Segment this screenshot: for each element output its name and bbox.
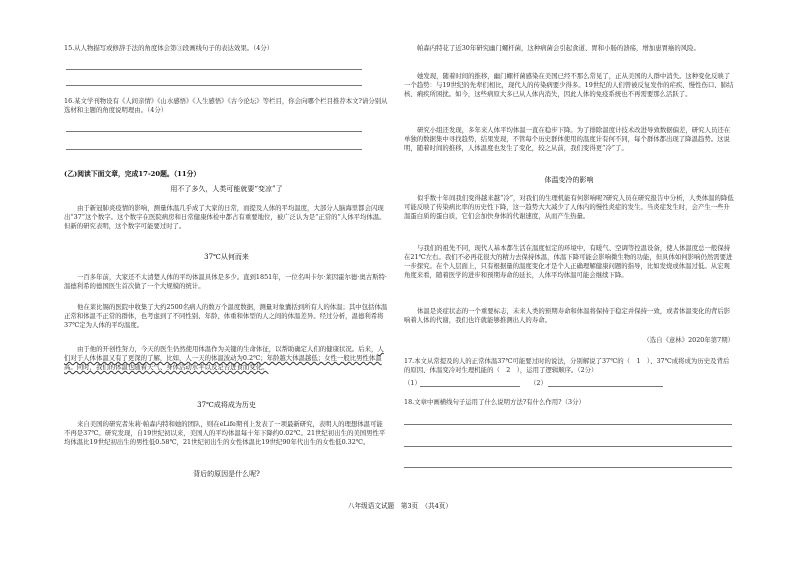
subheading: 37℃从何而来 bbox=[204, 253, 249, 261]
answer-line[interactable] bbox=[66, 69, 362, 70]
paragraph: 研究小组还发现，多年来人体平均体温一直在稳步下降。为了排除温度计技术改进导致数据偏差，研究人员还在单独的数据集中寻找趋势，结果发现，不管每个历史群体使用的温度计有何不同，每个群体都出现了降温趋势。这说明，随着时间的推移，人体温度也发生了变化，较之从前，我们变得更“冷”了。 bbox=[404, 126, 731, 152]
answer-line[interactable] bbox=[66, 131, 362, 132]
paragraph: 与我们的祖先不同，现代人基本都生活在温度恒定的环境中，有暖气、空调等控温设备，使人体温度总一般保持在21℃左右。我们不必再花很大的精力去保持体温，体温下降可能会影响微生物的功能，但具体如何影响仍然需要进一步探究。在个人层面上，只有根据量的温度变化才是个人正确理解健康问题的指导，比如发烧或体温过低。从宏观角度来看，随着医学的进步和预期寿命的延长，人体平均体温可能会继续下降。 bbox=[404, 244, 733, 279]
paragraph: 由于新冠肺炎疫情的影响，测量体温几乎成了大家的日常，而提及人体的平均温度，大部分人脑海里都会闪现出“37”这个数字。这个数字在医院病房和日常健康体检中都占有重要地位，被广泛认为是“正常的”人体平均体温。但新的研究表明，这个数字可能要过时了。 bbox=[64, 204, 386, 230]
subheading: 体温变冷的影响 bbox=[544, 176, 594, 184]
paragraph: 她发现，随着时间的推移，幽门螺杆菌感染在美国已经不那么常见了，正从美国的人群中消失。这种变化反映了一个趋势：与19世纪的先辈们相比，现代人的传染病要少得多。19世纪的人们曾被反复发作的疟疾、慢性伤口、肺结核、痢疾所困扰。如今，这些病原大多已从人体内消失，因此人体的免疫系统也不再需要那么活跃了。 bbox=[404, 72, 734, 98]
paragraph bbox=[64, 345, 389, 372]
question-17: 17.本文从常提及的人的正常体温37℃可能要过时的说法，分别解说了37℃的（ 1 ）、37℃成将成为历史及背后的原因、体温变冷对生理机能的（ 2 ），运用了逻辑顺序。（2分） bbox=[404, 357, 730, 374]
paragraph-text: 由于他的开创性努力，今天的医生仍然使用体温作为关键的生命体征，以帮助确定人们的健康状况。后来， bbox=[77, 345, 378, 353]
answer-line[interactable] bbox=[404, 424, 732, 425]
blank-2-label: （2） bbox=[530, 379, 547, 387]
paragraph: 体温是炎症状态的一个重要标志，未来人类的预期寿命和体温将保持于稳定并保持一致，或者体温变化的背后影响着人体的代谢，我们也许就能够推测出人的寿命。 bbox=[404, 307, 731, 324]
answer-line[interactable] bbox=[404, 467, 732, 468]
answer-line[interactable] bbox=[404, 446, 732, 447]
answer-line[interactable] bbox=[66, 85, 362, 86]
answer-line[interactable] bbox=[548, 386, 663, 387]
answer-line[interactable] bbox=[420, 386, 520, 387]
paragraph: 似乎数十年间我们变得越来越“冷”，对我们的生理机能有何影响呢?研究人员在研究报告中分析，人类体温的降低可能反映了传染病比率的历史性下降，这一趋势大大减少了人体内的慢性炎症的发生。当炎症发生时，会产生一些升温蛋白质的蛋白质，它们会加快身体的代谢速度，从而产生热量。 bbox=[404, 194, 734, 220]
question-18: 18.文章中画横线句子运用了什么说明方法?有什么作用?（3分） bbox=[404, 398, 585, 406]
underlined-sentence: 人们对于人体体温又有了更深的了解，比如，人一天的体温波动为0.2℃；年龄越大体温越低；女性一般比男性体温高。同时，我们的体温也随着天气、身体活动水平以及是否进食而变化。 bbox=[64, 345, 384, 371]
paragraph: 来自美国的研究者朱莉·帕森内特和她的团队，则在eLife期刊上发表了一项最新研究，表明人的理想体温可能不再是37℃。研究发现，自19世纪初以来，美国人的平均体温每十年下降约0.02℃。21世纪初出生的美国男性平均体温比19世纪初出生的男性低0.58℃，21世纪初出生的女性体温比19世纪90年代出生的女性低0.32℃。 bbox=[64, 420, 386, 446]
source-citation: （选自《意林》2020年第7期） bbox=[643, 336, 734, 344]
question-15: 15.从人物描写或修辞手法的角度体会第③段画线句子的表达效果。（4分） bbox=[64, 44, 274, 52]
section-heading: (乙)阅读下面文章，完成17-20题。（11分） bbox=[64, 170, 201, 178]
paragraph: 帕森内特花了近30年研究幽门螺杆菌，这种病菌会引起食道、胃和小肠的溃疡，增加患胃癌的风险。 bbox=[417, 44, 700, 52]
article-title: 用不了多久，人类可能就要“变凉”了 bbox=[170, 185, 283, 193]
subheading: 37℃成将成为历史 bbox=[197, 401, 256, 409]
page-footer: 八年级语文试题 第3页 （共4页） bbox=[348, 502, 452, 510]
answer-line[interactable] bbox=[66, 149, 362, 150]
paragraph: 一百多年前，大家还不太清楚人体的平均体温具体是多少。直到1851年，一位名叫卡尔·莱因霍尔德·奥古斯特·温德利希的德国医生首次做了一个大规模的统计。 bbox=[64, 273, 387, 290]
paragraph: 他在莱比锡的医院中收集了大约2500名病人的数万个温度数据，测量对象囊括到所有人的体温；其中包括体温正常和体温不正常的群体，也考虑到了不同性别、年龄、体重和体型的人之间的体温差异。经过分析，温德利希将37℃定为人体的平均温度。 bbox=[64, 303, 388, 329]
question-16: 16.某文学刊物设有《人间亲情》《山水感悟》《人生感悟》《古今论坛》等栏目，你会向哪个栏目推荐本文?请分别从选材和主题的角度说明理由。（4分） bbox=[64, 97, 388, 114]
subheading: 背后的原因是什么呢? bbox=[193, 470, 260, 478]
blank-1-label: （1） bbox=[404, 379, 421, 387]
